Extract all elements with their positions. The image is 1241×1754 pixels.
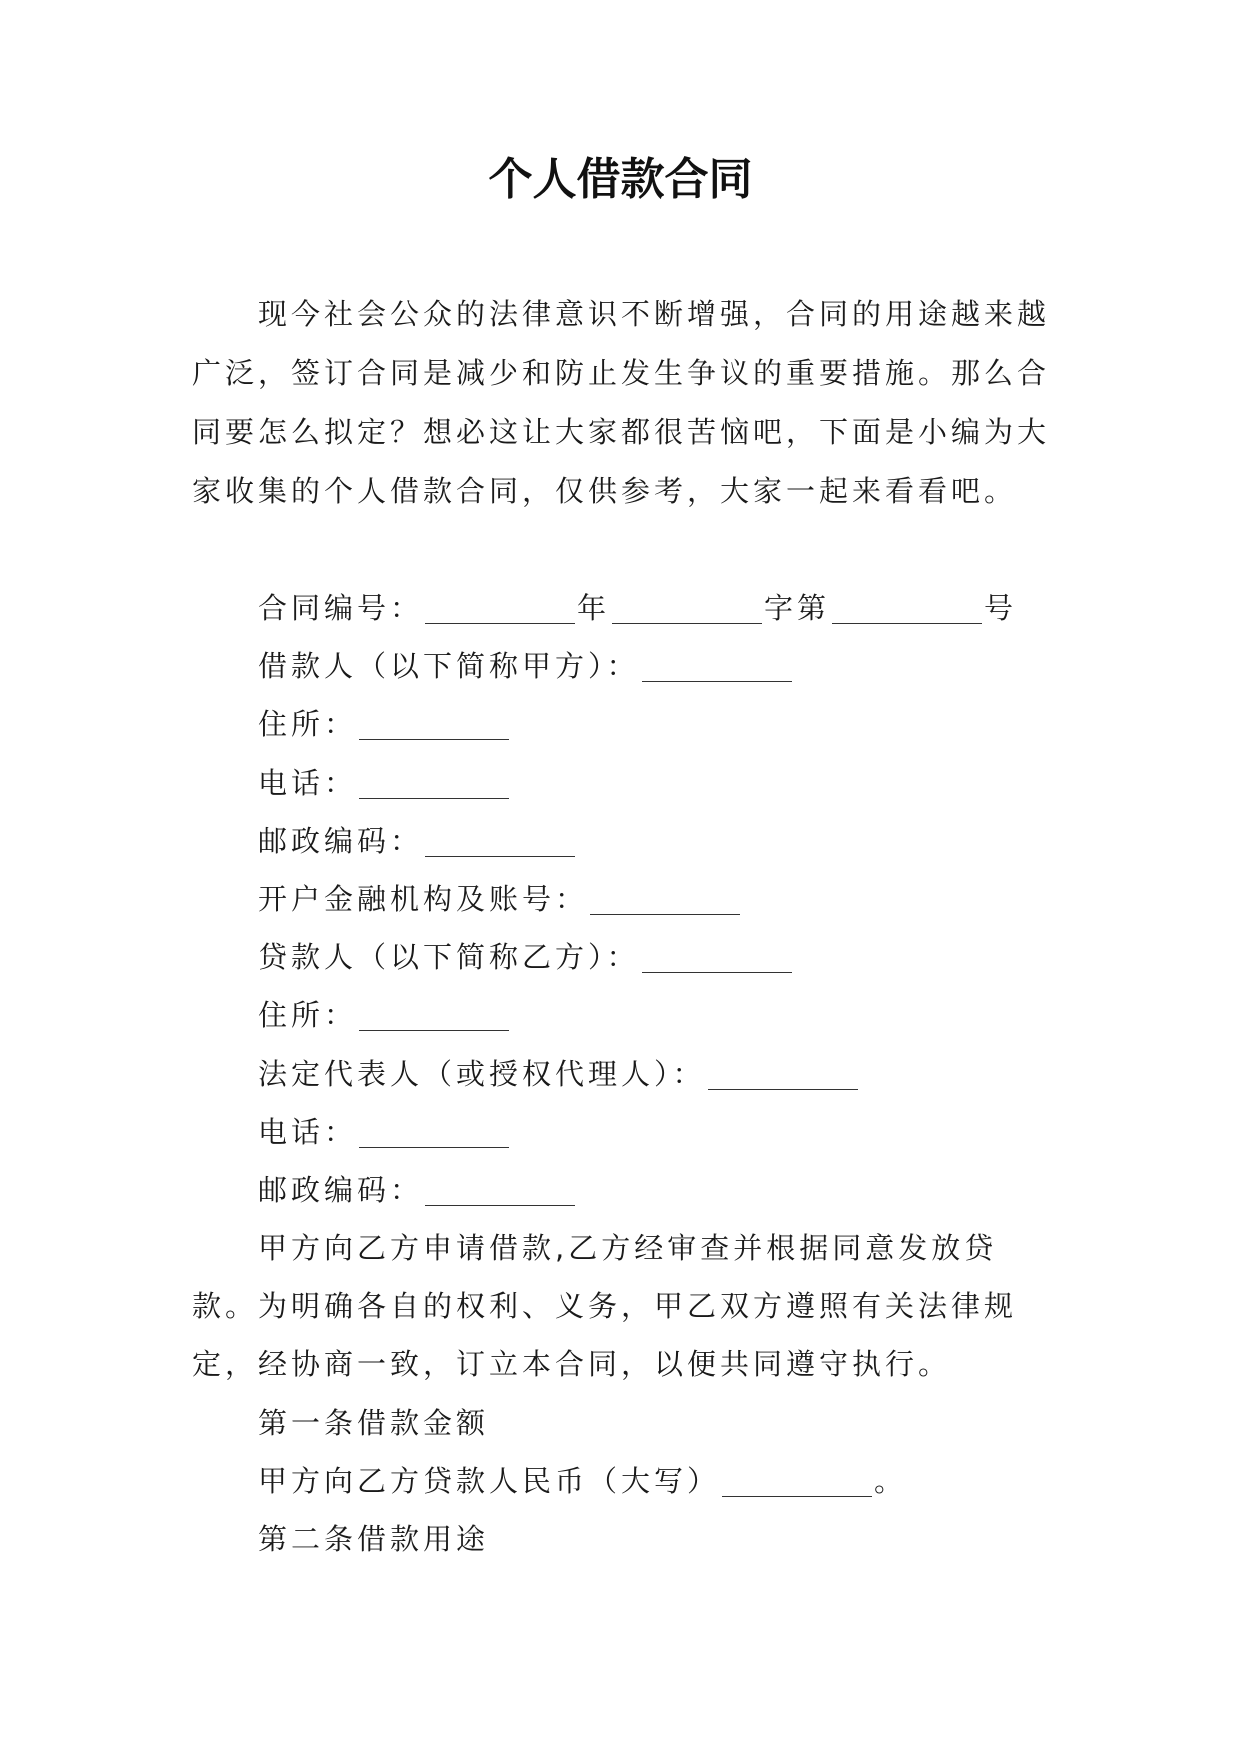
borrower-address-line: [192, 695, 1052, 753]
intro-paragraph: 现今社会公众的法律意识不断增强，合同的用途越来越广泛，签订合同是减少和防止发生争议的重要措施。那么合同要怎么拟定？想必这让大家都很苦恼吧，下面是小编为大家收集的个人借款合同，仅供参考，大家一起来看看吧。: [192, 297, 1051, 508]
contract-number-line: [192, 579, 1052, 637]
article-2-heading: 第二条借款用途: [258, 1522, 490, 1557]
borrower-label: 借款人（以下简称甲方）：: [258, 649, 640, 684]
lender-blank: [642, 938, 792, 973]
lender-postcode-blank: [425, 1171, 575, 1206]
contract-fields: [192, 579, 1052, 1568]
lender-address-blank: [359, 996, 509, 1031]
article-1-heading: 第一条借款金额: [258, 1405, 490, 1440]
contract-number-zi-di: 字第: [764, 591, 831, 625]
borrower-phone-label: 电话：: [258, 765, 358, 800]
lender-phone-line: [192, 1103, 1052, 1161]
borrower-bank-line: [192, 870, 1052, 928]
borrower-address-label: 住所：: [258, 707, 358, 742]
lender-line: [192, 928, 1052, 986]
contract-number-hao: 号: [984, 591, 1018, 625]
contract-number-year: 年: [577, 591, 611, 625]
document-title: 个人借款合同: [488, 154, 753, 205]
article-1-amount-blank: [722, 1462, 872, 1497]
lender-phone-blank: [359, 1113, 509, 1148]
lender-address-line: [192, 986, 1052, 1044]
lender-legal-rep-blank: [708, 1055, 858, 1090]
article-1-end: 。: [874, 1463, 908, 1498]
contract-number-blank-3: [832, 589, 982, 624]
borrower-postcode-blank: [425, 822, 575, 857]
preamble-paragraph: 甲方向乙方申请借款,乙方经审查并根据同意发放贷款。为明确各自的权利、义务，甲乙双方遵照有关法律规定，经协商一致，订立本合同，以便共同遵守执行。: [192, 1231, 1018, 1382]
article-1-text-line: [192, 1452, 1052, 1510]
borrower-address-blank: [359, 705, 509, 740]
lender-legal-rep-line: [192, 1045, 1052, 1103]
lender-address-label: 住所：: [258, 998, 358, 1033]
borrower-blank: [642, 647, 792, 682]
lender-phone-label: 电话：: [258, 1114, 358, 1149]
borrower-postcode-label: 邮政编码：: [258, 823, 424, 858]
borrower-phone-line: [192, 754, 1052, 812]
contract-number-label: 合同编号：: [258, 591, 424, 625]
contract-number-blank-2: [612, 589, 762, 624]
borrower-bank-label: 开户金融机构及账号：: [258, 881, 589, 916]
lender-postcode-line: [192, 1161, 1052, 1219]
article-1-text: 甲方向乙方贷款人民币（大写）: [258, 1463, 721, 1498]
contract-number-blank-1: [425, 589, 575, 624]
borrower-postcode-line: [192, 812, 1052, 870]
borrower-bank-blank: [590, 880, 740, 915]
lender-label: 贷款人（以下简称乙方）：: [258, 940, 640, 975]
lender-postcode-label: 邮政编码：: [258, 1172, 424, 1207]
lender-legal-rep-label: 法定代表人（或授权代理人）：: [258, 1056, 706, 1091]
borrower-line: [192, 637, 1052, 695]
borrower-phone-blank: [359, 764, 509, 799]
